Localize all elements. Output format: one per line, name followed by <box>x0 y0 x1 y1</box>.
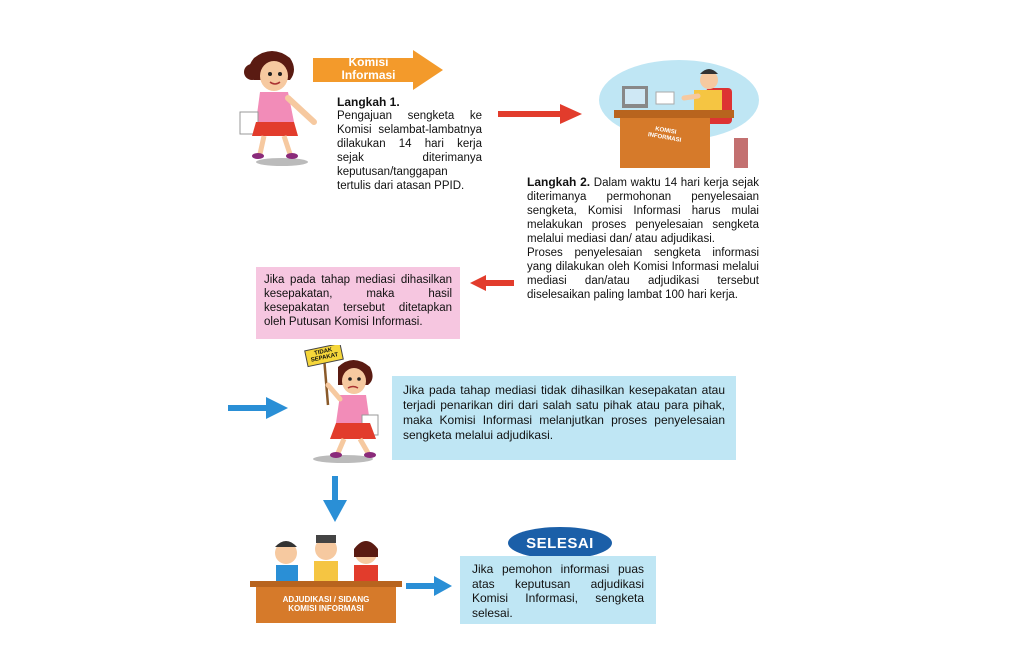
step2-body2: Proses penyelesaian sengketa informasi yang dilakukan oleh Komisi Informasi melalui mediasi dan/atau adjudikasi tersebut diselesaikan paling lambat 100 hari kerja. <box>527 247 759 301</box>
woman-disagree-illustration <box>298 345 388 463</box>
arrow-label: Komisi Informasi <box>341 55 396 82</box>
disagreement-box: Jika pada tahap mediasi tidak dihasilkan kesepakatan atau terjadi penarikan diri dari salah satu pihak atau para pihak, maka Komisi Informasi melanjutkan proses penyelesaian sengketa melalui adjudikasi. <box>392 376 736 460</box>
mediation-agreement-box: Jika pada tahap mediasi dihasilkan kesepakatan, maka hasil kesepakatan tersebut ditetapkan oleh Putusan Komisi Informasi. <box>256 267 460 339</box>
selesai-badge <box>508 527 612 559</box>
arrow-right-blue <box>228 397 288 419</box>
step2-title: Langkah 2. <box>527 175 591 189</box>
step2-text <box>527 175 759 302</box>
arrow-down-blue <box>323 476 347 522</box>
tidak-sepakat-sign: TIDAK SEPAKAT <box>310 347 339 364</box>
adjudication-desk-label: ADJUDIKASI / SIDANG KOMISI INFORMASI <box>282 595 370 613</box>
komisi-informasi-arrow <box>313 50 443 90</box>
arrow-right-red <box>498 104 582 124</box>
desk-label: KOMISI INFORMASI <box>647 126 682 144</box>
arrow-left-red <box>470 275 514 291</box>
adjudication-panel-illustration <box>250 527 402 625</box>
finish-box: Jika pemohon informasi puas atas keputusan adjudikasi Komisi Informasi, sengketa selesai. <box>460 556 656 624</box>
arrow-right-blue-bottom <box>406 576 452 596</box>
selesai-badge-label: SELESAI <box>526 534 594 552</box>
step2-body-text: Dalam waktu 14 hari kerja sejak diterimanya permohonan penyelesaian sengketa, Komisi Informasi harus mulai melakukan proses penyelesaian sengketa melalui mediasi dan/ atau adjudikasi. <box>527 177 759 245</box>
step2-body <box>527 175 759 246</box>
step1-text <box>337 95 482 193</box>
step1-title: Langkah 1. <box>337 95 400 109</box>
komisi-office-illustration <box>594 58 759 173</box>
step1-body: Pengajuan sengketa ke Komisi selambat-lambatnya dilakukan 14 hari kerja sejak diterimanya keputusan/tanggapan tertulis dari atasan PPID. <box>337 110 482 192</box>
